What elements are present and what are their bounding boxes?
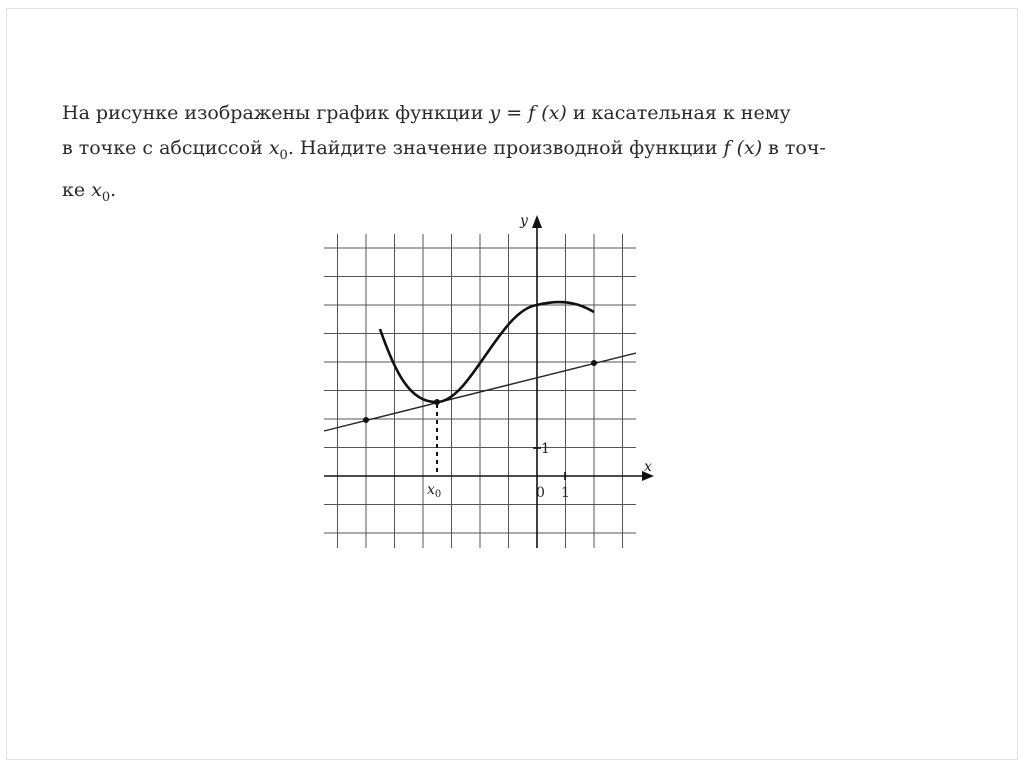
text-segment: . Найдите значение производной функции [287, 137, 724, 159]
text-segment: в точ- [762, 137, 826, 159]
math-subscript: 0 [279, 147, 288, 163]
math-subscript: 0 [101, 189, 111, 205]
origin-label: 0 [536, 485, 545, 501]
text-segment: На рисунке изображены график функции [62, 102, 490, 124]
math-expression: f (x) [723, 137, 763, 159]
math-variable: x [268, 137, 280, 159]
tangent-point-left [363, 417, 369, 423]
x-tick-label: 1 [561, 485, 570, 501]
math-expression: y = f (x) [489, 102, 567, 124]
grid [324, 234, 636, 548]
tangent-point-right [591, 360, 597, 366]
text-segment: в точке с абсциссой [62, 137, 269, 159]
tangent-touch-point [434, 399, 440, 405]
function-curve [380, 302, 594, 402]
y-axis-arrow-icon [532, 215, 542, 228]
x-axis-label: x [644, 459, 652, 475]
text-segment: . [110, 178, 117, 201]
text-segment: и касательная к нему [566, 102, 791, 124]
math-variable: x [91, 178, 102, 201]
y-axis-label: y [520, 213, 528, 229]
x0-label-main: x [427, 482, 435, 498]
x0-label-sub: 0 [434, 489, 442, 500]
x0-label [427, 482, 441, 500]
y-tick-label: 1 [541, 441, 550, 457]
text-segment: ке [62, 178, 92, 201]
